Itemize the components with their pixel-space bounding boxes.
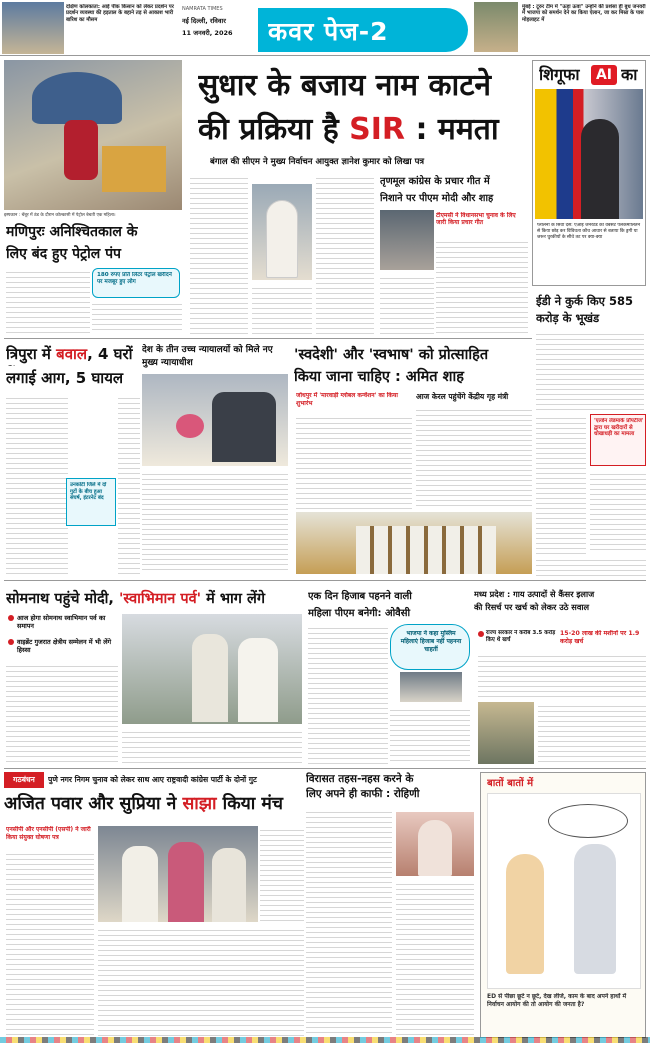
goods-stall bbox=[102, 146, 166, 192]
hijab-quote-text: भाजपा ने कहा मुस्लिम महिलाएं हिजाब नहीं पहनना चाहतीं bbox=[400, 630, 462, 653]
cover-banner bbox=[258, 8, 468, 52]
ed-body-2 bbox=[536, 414, 586, 554]
rohini-photo bbox=[396, 812, 474, 876]
shigufa-suffix: का bbox=[621, 65, 638, 84]
somnath-headline-post: में भाग लेंगे bbox=[201, 591, 266, 607]
tmc-headline-2: निशाने पर पीएम मोदी और शाह bbox=[380, 193, 494, 204]
shigufa-caption: प्लालनो के सिवा देस: एआई जेनरेटेड का वेबसेंट पलकमालितेन से किया छोड़ कर विविधता कौथ आधार से बताया कि ड्रगी या जरूर घुरकीयों के सीधे तट पर क्या-क्या bbox=[537, 223, 641, 240]
owaisi-photo bbox=[400, 672, 462, 702]
tripura-body-1 bbox=[6, 394, 68, 574]
rohini-headline-block bbox=[306, 772, 476, 806]
mp-photo bbox=[478, 702, 534, 764]
masthead-right-teaser: मुंबई : टूरुर टीम में "ऊहा ऊवा" उन्होंने की प्रशंसा ही बुध जनवरी में भाजपा को समर्थन देने का किया ऐलान, जा कर मिस्रा के पास मोहलाहट में bbox=[522, 4, 646, 23]
mp-bullet bbox=[478, 630, 558, 648]
saket-body bbox=[416, 406, 532, 510]
pune-body-3 bbox=[98, 926, 304, 1036]
rohini-headline-line1: विरासत तहस-नहस करने के bbox=[306, 773, 414, 785]
swadeshi-sub-kicker: जोधपुर में 'मारवाड़ी ग्लोबल कन्वेंशन' का किया शुभारंभ bbox=[296, 392, 398, 407]
ed-callout bbox=[590, 414, 646, 466]
tmc-body-2 bbox=[380, 274, 434, 334]
chembur-photo bbox=[4, 60, 182, 210]
somnath-bullet-2-text: वाइब्रेंट गुजरात क्षेत्रीय सम्मेलन में भी लेंगे हिस्सा bbox=[17, 638, 112, 654]
tripura-headline-pre: त्रिपुरा में bbox=[6, 345, 57, 363]
swadeshi-body bbox=[296, 414, 412, 510]
shigufa-photo bbox=[535, 89, 643, 219]
ed-headline-1: ईडी ने कुर्क किए 585 bbox=[536, 294, 634, 308]
mp-headline-block bbox=[474, 588, 646, 628]
sir-highlight: SIR bbox=[349, 112, 405, 147]
cartoon-bubble bbox=[548, 804, 628, 838]
ed-body-4 bbox=[536, 556, 646, 580]
top-story-headline-2-pre: की प्रक्रिया है bbox=[198, 112, 350, 147]
hijab-headline-1: एक दिन हिजाब पहनने वाली bbox=[308, 591, 412, 602]
bullet-marker bbox=[8, 615, 14, 621]
rohini-headline-line2: लिए अपने ही काफी : रोहिणी bbox=[306, 788, 420, 800]
somnath-figure-1 bbox=[192, 634, 228, 722]
shigufa-label: शिगूफा bbox=[539, 65, 580, 84]
pune-body-1 bbox=[6, 850, 94, 1036]
masthead-left-teaser: दक्षिण कोलकाता: आई पीक किसान को लेकर प्रदर्शन पर प्रदर्शन व्यवस्था की हड़ताल के बहाने तड़ से आकाश भारी बारिश का मौसम bbox=[66, 4, 174, 23]
shigufa-figure bbox=[581, 119, 619, 219]
pune-headline bbox=[4, 790, 304, 820]
somnath-bullet-1-text: आज होगा सोमनाथ स्वाभिमान पर्व का समापन bbox=[17, 614, 106, 630]
somnath-headline-pre: सोमनाथ पहुंचे मोदी, bbox=[6, 591, 119, 607]
rohini-body-2 bbox=[396, 880, 474, 1036]
cartoon-box bbox=[480, 772, 646, 1038]
pune-sub-kicker: एनसीपी और एनसीपी (एसपी) ने जारी किया संयुक्त घोषणा पत्र bbox=[6, 826, 91, 841]
date-line: 11 जनवरी, 2026 bbox=[182, 29, 233, 37]
tripura-headline-1 bbox=[6, 344, 136, 366]
paper-name: NAMRATA TIMES bbox=[182, 6, 223, 12]
hijab-quote bbox=[390, 624, 470, 670]
top-story-subhead: बंगाल की सीएम ने मुख्य निर्वाचन आयुक्त ज्ञानेश कुमार को लिखा पत्र bbox=[210, 157, 425, 167]
somnath-bullet-2 bbox=[8, 638, 118, 658]
somnath-body-1 bbox=[6, 662, 118, 764]
mp-headline-line2: की रिसर्च पर खर्च को लेकर उठे सवाल bbox=[474, 602, 590, 612]
judges-figures bbox=[212, 392, 276, 462]
pune-kicker: गठबंधन bbox=[4, 772, 44, 788]
manipur-body-1 bbox=[6, 268, 90, 334]
manipur-callout bbox=[92, 268, 180, 298]
pune-strap-text: पुणे नगर निगम चुनाव को लेकर साथ आए राष्ट्रवादी कांग्रेस पार्टी के दोनों गुट bbox=[48, 775, 257, 784]
manipur-headline-2: लिए बंद हुए पेट्रोल पंप bbox=[6, 246, 121, 262]
tmc-body-1 bbox=[436, 238, 528, 334]
mp-headline-line1: मध्य प्रदेश : गाय उत्पादों से कैंसर इलाज bbox=[474, 589, 595, 599]
pune-headline-pre: अजित पवार और सुप्रिया ने bbox=[4, 794, 183, 814]
ed-body-1 bbox=[536, 330, 644, 412]
pune-figure-1 bbox=[122, 846, 158, 922]
ed-callout-text: 'एल्डेन लेंडमार्क प्रॉपर्टीज' द्वारा घर खरीदारों से धोखाधड़ी का मामला bbox=[594, 418, 644, 438]
manipur-callout-text: 180 रुपए प्रति लिटर पेट्रोल खरीदने पर मजबूर हुए लोग bbox=[97, 272, 172, 285]
mp-callout: 15-20 लाख की मशीनों पर 1.9 करोड़ खर्च bbox=[560, 630, 640, 645]
somnath-bullet-1 bbox=[8, 614, 118, 634]
registration-bar bbox=[0, 1037, 650, 1043]
top-story-body-col3 bbox=[316, 174, 374, 334]
pune-body-2 bbox=[260, 826, 304, 922]
hijab-headline-2: महिला पीएम बनेगी: ओवैसी bbox=[308, 608, 411, 619]
tripura-body-2 bbox=[118, 394, 140, 574]
swadeshi-headline-1: 'स्वदेशी' और 'स्वभाष' को प्रोत्साहित bbox=[294, 347, 489, 363]
top-story-headline-2-post: : ममता bbox=[405, 112, 499, 147]
umbrella bbox=[32, 72, 122, 124]
manipur-body-2 bbox=[92, 300, 182, 334]
tripura-headline-post: , 4 घरों bbox=[87, 345, 133, 363]
top-story-body-col2 bbox=[252, 284, 312, 334]
somnath-headline bbox=[6, 588, 306, 610]
bullet-marker bbox=[478, 631, 484, 637]
pune-figure-2 bbox=[168, 842, 204, 922]
tripura-callout bbox=[66, 478, 116, 526]
hijab-body-1 bbox=[308, 624, 388, 764]
top-story-headline-1: सुधार के बजाय नाम काटने bbox=[198, 68, 492, 103]
shigufa-ai-text: AI bbox=[595, 67, 613, 83]
rohini-figure bbox=[418, 820, 452, 876]
photo-caption: इस्पकान : चेंबूर में ठंड के दौरान कोल्कासी में पेट्रोल बेचती एक महिला। bbox=[4, 213, 116, 218]
masthead-divider bbox=[0, 55, 650, 56]
tmc-sub-kicker: टीएमसी ने विधानसभा चुनाव के लिए जारी किया प्रचार गीत bbox=[436, 212, 516, 226]
top-story-headline-2 bbox=[198, 110, 508, 152]
tripura-callout-text: उनकोटी जिले में दो गुटों के बीच हुआ संघर्ष, इंटरनेट बंद bbox=[70, 482, 107, 502]
mp-body-2 bbox=[538, 702, 646, 764]
page-title: कवर पेज-2 bbox=[268, 17, 389, 46]
saket-headline: आज केरल पहुंचेंगे केंद्रीय गृह मंत्री bbox=[416, 392, 509, 401]
pune-headline-post: किया मंच bbox=[216, 794, 284, 814]
tripura-headline-red: बवाल bbox=[56, 345, 88, 363]
mp-bullet-text: राज्य सरकार ने करीब 3.5 करोड़ किए थे खर्च bbox=[486, 630, 556, 643]
cartoon-title: बातों बातों में bbox=[487, 778, 534, 789]
pune-headline-red: साझा bbox=[182, 794, 217, 814]
divider-2 bbox=[4, 580, 646, 581]
somnath-body-2 bbox=[122, 728, 302, 764]
pune-photo bbox=[98, 826, 258, 922]
ed-body-3 bbox=[590, 470, 646, 554]
judges-headline: देश के तीन उच्च न्यायालयों को मिले नए मुख्य न्यायाधीश bbox=[142, 345, 273, 368]
masthead-right-photo bbox=[474, 2, 518, 52]
judges-bouquet bbox=[176, 414, 204, 438]
hijab-body-2 bbox=[390, 706, 470, 764]
top-story-body-col1 bbox=[190, 174, 248, 334]
mamata-figure bbox=[266, 200, 298, 278]
swadeshi-photo bbox=[296, 512, 532, 574]
pune-figure-3 bbox=[212, 848, 246, 922]
mamata-photo bbox=[252, 184, 312, 280]
divider-3 bbox=[4, 768, 646, 769]
judges-body bbox=[142, 470, 288, 574]
tmc-photo bbox=[380, 210, 434, 270]
cartoon-caption: ED से पीछा छूटे न छूटे, देख लीजे, काम के बाद अपने हाथों में निर्वाचन आयोग की तो आयोग की जनता है? bbox=[487, 993, 627, 1008]
tripura-headline-2: लगाई आग, 5 घायल bbox=[6, 369, 124, 387]
shigufa-box bbox=[532, 60, 646, 286]
masthead bbox=[0, 0, 650, 56]
manipur-headline-1: मणिपुरः अनिश्चितकाल के bbox=[6, 224, 138, 240]
mp-body-1 bbox=[478, 652, 646, 700]
cartoon-drawing bbox=[487, 793, 641, 989]
swadeshi-headline-2: किया जाना चाहिए : अमित शाह bbox=[294, 369, 464, 385]
somnath-figure-2 bbox=[238, 638, 278, 722]
somnath-photo bbox=[122, 614, 302, 724]
swadeshi-dignitaries bbox=[356, 526, 496, 574]
bullet-marker bbox=[8, 639, 14, 645]
shigufa-ai-badge bbox=[591, 65, 617, 85]
judges-photo bbox=[142, 374, 288, 466]
masthead-left-photo bbox=[2, 2, 64, 54]
somnath-headline-red: 'स्वाभिमान पर्व' bbox=[118, 591, 202, 607]
tmc-headline-1: तृणमूल कांग्रेस के प्रचार गीत में bbox=[380, 176, 490, 187]
ed-headline-2: करोड़ के भूखंड bbox=[536, 311, 600, 325]
cartoon-figure-1 bbox=[506, 854, 544, 974]
divider-1 bbox=[4, 338, 532, 339]
rohini-body-1 bbox=[306, 808, 392, 1036]
vendor-figure bbox=[64, 120, 98, 180]
cartoon-figure-2 bbox=[574, 844, 616, 974]
edition-line: नई दिल्ली, रविवार bbox=[182, 17, 226, 25]
